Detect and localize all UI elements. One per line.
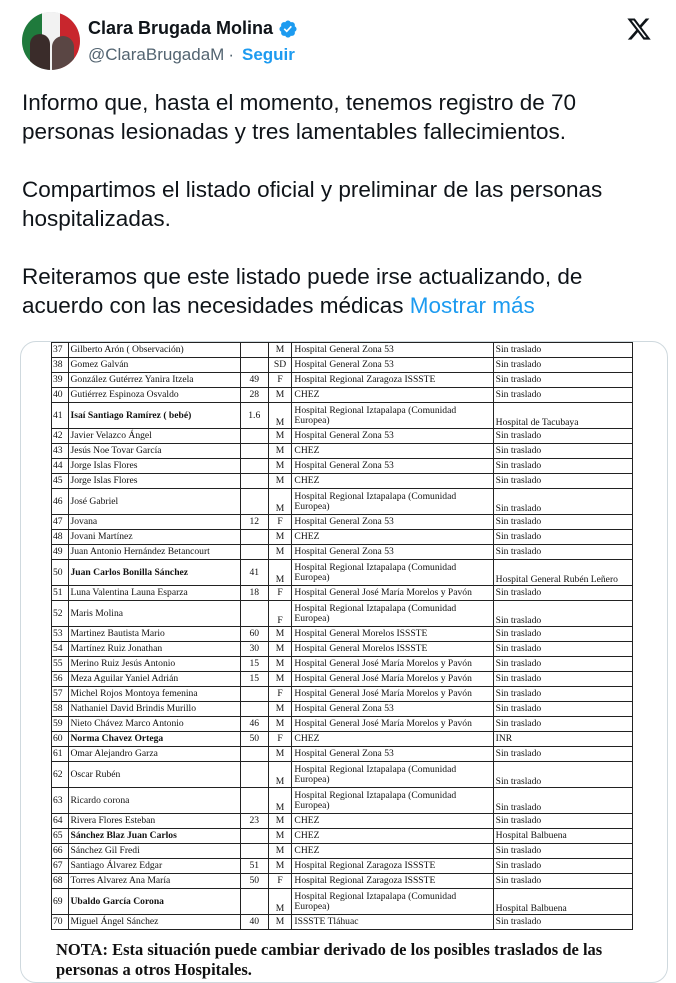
transfer-status: Sin traslado	[493, 444, 632, 459]
table-row	[52, 459, 633, 474]
hospital-name: CHEZ	[292, 530, 493, 545]
transfer-status: Sin traslado	[493, 814, 632, 829]
transfer-status: Sin traslado	[493, 343, 632, 358]
table-row	[52, 627, 633, 642]
row-number: 64	[52, 814, 69, 829]
row-number: 52	[52, 601, 69, 627]
patient-sex: M	[268, 530, 292, 545]
row-number: 62	[52, 762, 69, 788]
hospital-name: CHEZ	[292, 732, 493, 747]
patient-sex: M	[268, 889, 292, 915]
row-number: 40	[52, 388, 69, 403]
transfer-status: Hospital Balbuena	[493, 829, 632, 844]
patient-name: Juan Antonio Hernández Betancourt	[68, 545, 240, 560]
row-number: 68	[52, 874, 69, 889]
media-image[interactable]	[20, 341, 668, 983]
patient-age: 49	[240, 373, 268, 388]
hospital-name: Hospital General Zona 53	[292, 358, 493, 373]
patient-age	[240, 687, 268, 702]
transfer-status: Sin traslado	[493, 358, 632, 373]
patient-name: Gilberto Arón ( Observación)	[68, 343, 240, 358]
patient-sex: F	[268, 373, 292, 388]
hospital-name: Hospital Regional Zaragoza ISSSTE	[292, 373, 493, 388]
row-number: 39	[52, 373, 69, 388]
author-handle-row	[88, 45, 295, 65]
patient-age: 46	[240, 717, 268, 732]
transfer-status: Sin traslado	[493, 874, 632, 889]
table-row	[52, 545, 633, 560]
hospital-name: CHEZ	[292, 814, 493, 829]
row-number: 60	[52, 732, 69, 747]
row-number: 65	[52, 829, 69, 844]
patient-sex: M	[268, 717, 292, 732]
tweet-paragraph-2: Compartimos el listado oficial y preliminar de las personas hospitalizadas.	[22, 177, 603, 231]
patient-name: Rivera Flores Esteban	[68, 814, 240, 829]
document-scan	[51, 342, 633, 930]
hospital-name: Hospital General José María Morelos y Pavón	[292, 586, 493, 601]
patient-sex: M	[268, 762, 292, 788]
table-row	[52, 358, 633, 373]
patient-name: Maris Molina	[68, 601, 240, 627]
patient-name: Omar Alejandro Garza	[68, 747, 240, 762]
tweet-paragraph-3-text: Reiteramos que este listado puede irse actualizando, de acuerdo con las necesidades médicas	[22, 264, 583, 318]
patient-sex: F	[268, 515, 292, 530]
table-row	[52, 560, 633, 586]
hospital-name: Hospital General José María Morelos y Pavón	[292, 657, 493, 672]
patient-name: Jorge Islas Flores	[68, 474, 240, 489]
hospital-name: Hospital Regional Iztapalapa (Comunidad Europea)	[292, 601, 493, 627]
transfer-status: INR	[493, 732, 632, 747]
patient-sex: M	[268, 459, 292, 474]
patient-name: Torres Alvarez Ana María	[68, 874, 240, 889]
transfer-status: Sin traslado	[493, 915, 632, 930]
table-row	[52, 474, 633, 489]
tweet-paragraph-1: Informo que, hasta el momento, tenemos registro de 70 personas lesionadas y tres lamentables fallecimientos.	[22, 90, 577, 144]
table-row	[52, 747, 633, 762]
transfer-status: Sin traslado	[493, 859, 632, 874]
patient-name: Juan Carlos Bonilla Sánchez	[68, 560, 240, 586]
patient-age: 51	[240, 859, 268, 874]
patient-sex: F	[268, 732, 292, 747]
patient-sex: M	[268, 429, 292, 444]
hospital-name: Hospital General José María Morelos y Pavón	[292, 687, 493, 702]
transfer-status: Sin traslado	[493, 545, 632, 560]
tweet-text	[22, 88, 662, 320]
patient-age	[240, 844, 268, 859]
hospital-name: Hospital General Zona 53	[292, 343, 493, 358]
patient-sex: M	[268, 788, 292, 814]
patient-name: Nieto Chávez Marco Antonio	[68, 717, 240, 732]
patient-name: Jesús Noe Tovar García	[68, 444, 240, 459]
transfer-status: Hospital de Tacubaya	[493, 403, 632, 429]
row-number: 58	[52, 702, 69, 717]
table-row	[52, 702, 633, 717]
patient-name: Miguel Ángel Sánchez	[68, 915, 240, 930]
hospital-name: CHEZ	[292, 474, 493, 489]
row-number: 49	[52, 545, 69, 560]
patient-age	[240, 702, 268, 717]
patient-sex: F	[268, 586, 292, 601]
table-row	[52, 874, 633, 889]
patient-name: Sánchez Blaz Juan Carlos	[68, 829, 240, 844]
patient-sex: M	[268, 403, 292, 429]
row-number: 38	[52, 358, 69, 373]
avatar[interactable]	[22, 12, 80, 70]
patient-sex: M	[268, 657, 292, 672]
patient-sex: M	[268, 627, 292, 642]
transfer-status: Sin traslado	[493, 459, 632, 474]
row-number: 53	[52, 627, 69, 642]
row-number: 56	[52, 672, 69, 687]
patient-sex: M	[268, 642, 292, 657]
patient-sex: F	[268, 687, 292, 702]
patient-sex: M	[268, 545, 292, 560]
patient-age	[240, 545, 268, 560]
hospital-name: Hospital Regional Iztapalapa (Comunidad Europea)	[292, 489, 493, 515]
transfer-status: Sin traslado	[493, 762, 632, 788]
hospital-name: Hospital General Zona 53	[292, 429, 493, 444]
author-handle[interactable]: @ClaraBrugadaM	[88, 45, 225, 64]
table-row	[52, 788, 633, 814]
patient-age	[240, 429, 268, 444]
patient-name: Michel Rojos Montoya femenina	[68, 687, 240, 702]
patient-age: 30	[240, 642, 268, 657]
table-row	[52, 530, 633, 545]
row-number: 46	[52, 489, 69, 515]
transfer-status: Sin traslado	[493, 672, 632, 687]
table-row	[52, 844, 633, 859]
patient-name: Santiago Álvarez Edgar	[68, 859, 240, 874]
show-more-link[interactable]: Mostrar más	[409, 293, 535, 318]
patient-age	[240, 358, 268, 373]
transfer-status: Sin traslado	[493, 642, 632, 657]
transfer-status: Hospital General Rubén Leñero	[493, 560, 632, 586]
patient-name: Javier Velazco Ángel	[68, 429, 240, 444]
hospital-name: Hospital General Morelos ISSSTE	[292, 627, 493, 642]
verified-badge-icon	[278, 19, 298, 39]
patient-age: 18	[240, 586, 268, 601]
patient-age: 12	[240, 515, 268, 530]
transfer-status: Sin traslado	[493, 586, 632, 601]
hospital-name: Hospital Regional Zaragoza ISSSTE	[292, 874, 493, 889]
patient-age	[240, 889, 268, 915]
patient-age	[240, 444, 268, 459]
table-row	[52, 915, 633, 930]
table-row	[52, 489, 633, 515]
table-row	[52, 717, 633, 732]
patient-sex: F	[268, 601, 292, 627]
patient-age: 60	[240, 627, 268, 642]
patient-age	[240, 530, 268, 545]
transfer-status: Sin traslado	[493, 717, 632, 732]
patient-sex: M	[268, 844, 292, 859]
patient-name: Meza Aguilar Yaniel Adrián	[68, 672, 240, 687]
patient-name: Ubaldo García Corona	[68, 889, 240, 915]
patient-sex: M	[268, 702, 292, 717]
patient-age	[240, 601, 268, 627]
patient-sex: M	[268, 489, 292, 515]
hospital-name: Hospital General Zona 53	[292, 702, 493, 717]
patient-age: 1.6	[240, 403, 268, 429]
patient-sex: M	[268, 814, 292, 829]
row-number: 70	[52, 915, 69, 930]
patient-name: Sánchez Gil Fredi	[68, 844, 240, 859]
patient-name: González Gutérrez Yanira Itzela	[68, 373, 240, 388]
hospital-name: Hospital Regional Zaragoza ISSSTE	[292, 859, 493, 874]
patient-age: 15	[240, 672, 268, 687]
row-number: 55	[52, 657, 69, 672]
patient-sex: M	[268, 747, 292, 762]
transfer-status: Sin traslado	[493, 373, 632, 388]
table-row	[52, 388, 633, 403]
patient-age: 50	[240, 874, 268, 889]
table-row	[52, 657, 633, 672]
patient-name: Nathaniel David Brindis Murillo	[68, 702, 240, 717]
patient-sex: SD	[268, 358, 292, 373]
row-number: 61	[52, 747, 69, 762]
hospital-name: CHEZ	[292, 388, 493, 403]
patient-name: Martinez Bautista Mario	[68, 627, 240, 642]
hospital-name: Hospital General Zona 53	[292, 545, 493, 560]
patient-name: José Gabriel	[68, 489, 240, 515]
transfer-status: Sin traslado	[493, 657, 632, 672]
hospital-name: Hospital Regional Iztapalapa (Comunidad Europea)	[292, 403, 493, 429]
hospital-name: CHEZ	[292, 444, 493, 459]
transfer-status: Sin traslado	[493, 601, 632, 627]
table-row	[52, 687, 633, 702]
table-row	[52, 429, 633, 444]
row-number: 51	[52, 586, 69, 601]
table-row	[52, 642, 633, 657]
transfer-status: Sin traslado	[493, 844, 632, 859]
row-number: 66	[52, 844, 69, 859]
patient-name: Norma Chavez Ortega	[68, 732, 240, 747]
patient-name: Gutiérrez Espinoza Osvaldo	[68, 388, 240, 403]
patient-name: Gomez Galván	[68, 358, 240, 373]
transfer-status: Sin traslado	[493, 515, 632, 530]
patient-name: Jovana	[68, 515, 240, 530]
transfer-status: Sin traslado	[493, 627, 632, 642]
row-number: 43	[52, 444, 69, 459]
patient-sex: M	[268, 672, 292, 687]
patient-age: 40	[240, 915, 268, 930]
patient-name: Merino Ruiz Jesús Antonio	[68, 657, 240, 672]
patient-sex: M	[268, 388, 292, 403]
row-number: 42	[52, 429, 69, 444]
document-note: NOTA: Esta situación puede cambiar derivado de los posibles traslados de las personas a otros Hospitales.	[56, 940, 603, 979]
patient-sex: M	[268, 474, 292, 489]
patient-age	[240, 788, 268, 814]
patient-age: 15	[240, 657, 268, 672]
patient-sex: M	[268, 915, 292, 930]
hospital-name: Hospital General José María Morelos y Pavón	[292, 717, 493, 732]
transfer-status: Sin traslado	[493, 388, 632, 403]
patient-age	[240, 459, 268, 474]
patient-sex: M	[268, 444, 292, 459]
patient-age	[240, 343, 268, 358]
follow-button[interactable]: Seguir	[242, 45, 295, 64]
transfer-status: Sin traslado	[493, 530, 632, 545]
row-number: 45	[52, 474, 69, 489]
tweet-header	[22, 8, 662, 74]
patient-sex: M	[268, 859, 292, 874]
patient-name: Jovani Martínez	[68, 530, 240, 545]
transfer-status: Sin traslado	[493, 429, 632, 444]
table-row	[52, 586, 633, 601]
tweet-paragraph-3	[22, 262, 662, 320]
patient-name: Luna Valentina Launa Esparza	[68, 586, 240, 601]
table-row	[52, 859, 633, 874]
patient-name: Martínez Ruiz Jonathan	[68, 642, 240, 657]
hospital-name: CHEZ	[292, 829, 493, 844]
transfer-status: Sin traslado	[493, 489, 632, 515]
hospital-name: ISSSTE Tláhuac	[292, 915, 493, 930]
hospital-name: Hospital General José María Morelos y Pavón	[292, 672, 493, 687]
patient-sex: M	[268, 343, 292, 358]
table-row	[52, 403, 633, 429]
table-row	[52, 515, 633, 530]
patient-sex: F	[268, 874, 292, 889]
author-name-row	[88, 18, 298, 39]
author-name[interactable]: Clara Brugada Molina	[88, 18, 274, 38]
hospital-name: Hospital General Zona 53	[292, 515, 493, 530]
separator-dot: ·	[228, 45, 234, 64]
table-row	[52, 444, 633, 459]
table-row	[52, 762, 633, 788]
row-number: 54	[52, 642, 69, 657]
hospital-name: Hospital Regional Iztapalapa (Comunidad Europea)	[292, 762, 493, 788]
patient-age	[240, 829, 268, 844]
x-logo-icon[interactable]	[626, 16, 652, 42]
transfer-status: Hospital Balbuena	[493, 889, 632, 915]
row-number: 47	[52, 515, 69, 530]
patient-name: Jorge Islas Flores	[68, 459, 240, 474]
hospital-name: Hospital General Morelos ISSSTE	[292, 642, 493, 657]
hospital-name: Hospital General Zona 53	[292, 459, 493, 474]
row-number: 37	[52, 343, 69, 358]
row-number: 63	[52, 788, 69, 814]
transfer-status: Sin traslado	[493, 702, 632, 717]
transfer-status: Sin traslado	[493, 474, 632, 489]
row-number: 48	[52, 530, 69, 545]
patient-age	[240, 747, 268, 762]
table-row	[52, 672, 633, 687]
patient-age	[240, 474, 268, 489]
patient-age: 23	[240, 814, 268, 829]
table-row	[52, 343, 633, 358]
row-number: 67	[52, 859, 69, 874]
row-number: 69	[52, 889, 69, 915]
table-row	[52, 732, 633, 747]
row-number: 44	[52, 459, 69, 474]
transfer-status: Sin traslado	[493, 788, 632, 814]
patient-age: 50	[240, 732, 268, 747]
row-number: 50	[52, 560, 69, 586]
patient-age: 28	[240, 388, 268, 403]
patient-sex: M	[268, 560, 292, 586]
patient-table	[51, 342, 633, 930]
patient-age	[240, 489, 268, 515]
row-number: 41	[52, 403, 69, 429]
hospital-name: CHEZ	[292, 844, 493, 859]
hospital-name: Hospital Regional Iztapalapa (Comunidad Europea)	[292, 889, 493, 915]
table-row	[52, 601, 633, 627]
patient-sex: M	[268, 829, 292, 844]
patient-name: Isaí Santiago Ramírez ( bebé)	[68, 403, 240, 429]
table-row	[52, 814, 633, 829]
transfer-status: Sin traslado	[493, 747, 632, 762]
patient-age: 41	[240, 560, 268, 586]
row-number: 59	[52, 717, 69, 732]
hospital-name: Hospital Regional Iztapalapa (Comunidad Europea)	[292, 788, 493, 814]
table-row	[52, 889, 633, 915]
patient-age	[240, 762, 268, 788]
patient-name: Oscar Rubén	[68, 762, 240, 788]
row-number: 57	[52, 687, 69, 702]
hospital-name: Hospital Regional Iztapalapa (Comunidad Europea)	[292, 560, 493, 586]
transfer-status: Sin traslado	[493, 687, 632, 702]
table-row	[52, 373, 633, 388]
patient-name: Ricardo corona	[68, 788, 240, 814]
table-row	[52, 829, 633, 844]
hospital-name: Hospital General Zona 53	[292, 747, 493, 762]
